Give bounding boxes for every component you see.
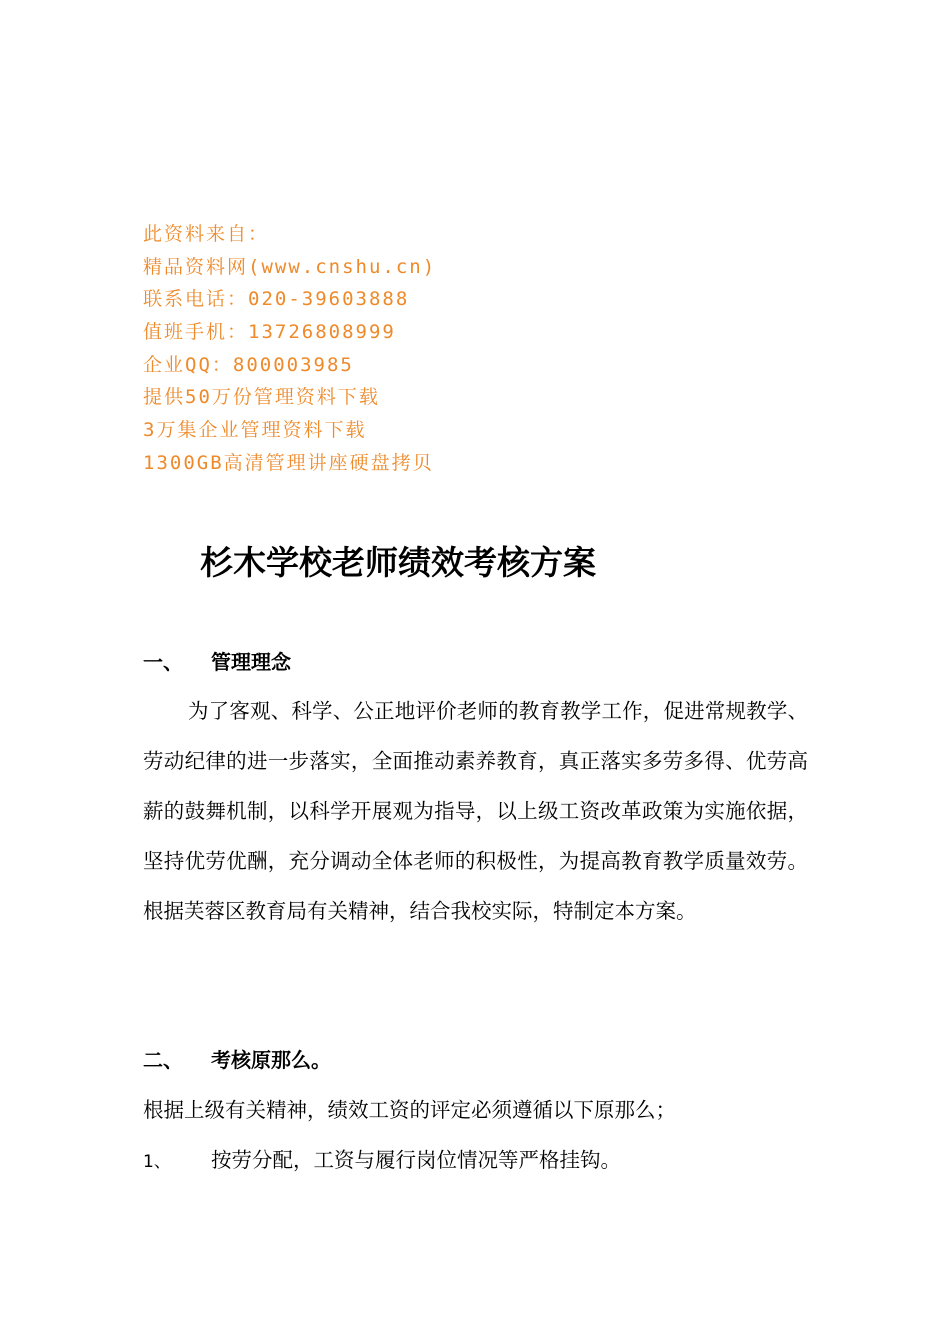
section-number-1: 一、 — [143, 650, 183, 674]
section-1-paragraph: 为了客观、科学、公正地评价老师的教育教学工作，促进常规教学、劳动纪律的进一步落实，全面推动素养教育，真正落实多劳多得、优劳高薪的鼓舞机制，以科学开展观为指导，以上级工资改革政策为实施依据，坚持优劳优酬，充分调动全体老师的积极性，为提高教育教学质量效劳。根据芙蓉区教育局有关精神，结合我校实际，特制定本方案。 — [143, 699, 808, 923]
document-title: 杉木学校老师绩效考核方案 — [200, 543, 596, 582]
promo-line-qq: 企业QQ：800003985 — [143, 353, 354, 376]
promo-line-offer-docs: 提供50万份管理资料下载 — [143, 386, 380, 409]
promo-line-website: 精品资料网(www.cnshu.cn) — [143, 255, 437, 278]
promo-line-mobile: 值班手机：13726808999 — [143, 321, 396, 344]
promo-line-offer-videos: 3万集企业管理资料下载 — [143, 419, 367, 442]
section-number-2: 二、 — [143, 1048, 183, 1072]
promo-block — [143, 218, 663, 480]
section-heading-1 — [143, 647, 291, 677]
promo-line-source: 此资料来自： — [143, 223, 270, 245]
list-item-1 — [143, 1145, 621, 1177]
promo-line-phone: 联系电话：020-39603888 — [143, 288, 410, 311]
section-title-2: 考核原那么。 — [211, 1048, 331, 1072]
list-item-1-number: 1、 — [143, 1152, 171, 1172]
section-heading-2 — [143, 1045, 331, 1075]
section-2-intro: 根据上级有关精神，绩效工资的评定必须遵循以下原那么； — [143, 1098, 676, 1122]
section-title-1: 管理理念 — [211, 650, 291, 674]
promo-line-offer-lectures: 1300GB高清管理讲座硬盘拷贝 — [143, 451, 434, 474]
list-item-1-text: 按劳分配，工资与履行岗位情况等严格挂钩。 — [211, 1148, 621, 1172]
